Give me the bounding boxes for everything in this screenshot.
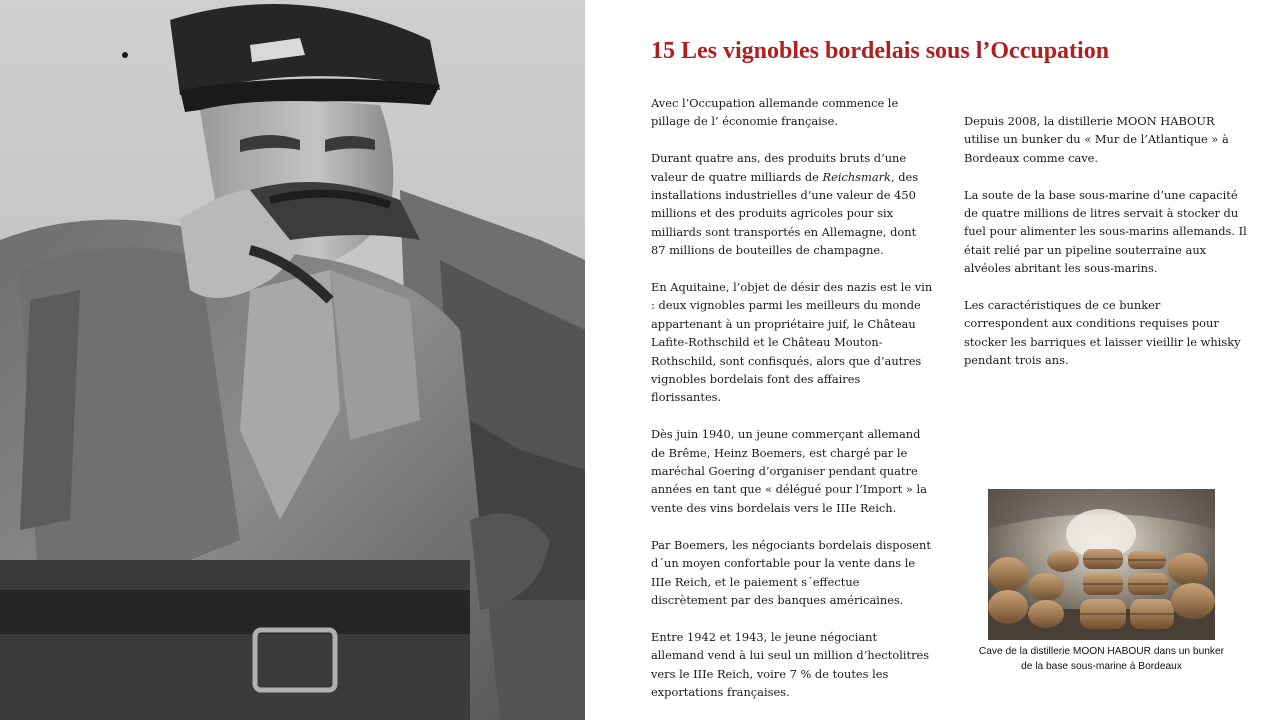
reichsmark-term: Reichsmark — [822, 169, 891, 184]
paragraph-moon-habour: Depuis 2008, la distillerie MOON HABOUR utilise un bunker du « Mur de l’Atlantique » à Bordeaux comme cave. — [964, 114, 1229, 165]
paragraph-bunker-whisky: Les caractéristiques de ce bunker correspondent aux conditions requises pour stocker les barriques et laisser vieillir le whisky pendant trois ans. — [964, 298, 1241, 368]
right-text-column — [964, 112, 1248, 370]
paragraph-aquitaine-wine: En Aquitaine, l’objet de désir des nazis est le vin : deux vignobles parmi les meilleurs du monde appartenant à un propriétaire juif, le Château Lafite-Rothschild et le Château Mouton-Rothschild, sont confisqués, alors que d’autres vignobles bordelais font des affaires florissantes. — [651, 280, 933, 405]
officer-photo — [0, 0, 585, 720]
p2-before: Durant quatre ans, des produits bruts d’une valeur de quatre milliards de — [651, 151, 907, 184]
p2-after: , des installations industrielles d’une valeur de 450 millions et des produits agricoles pour six milliards sont transportés en Allemagne, dont 87 millions de bouteilles de champagne. — [651, 169, 919, 258]
paragraph-exports-1942-1943: Entre 1942 et 1943, le jeune négociant allemand vend à lui seul un million d’hectolitres vers le IIIe Reich, voire 7 % de toutes les exportations françaises. — [651, 629, 930, 699]
paragraph-bordeaux-merchants: Par Boemers, les négociants bordelais disposent d´un moyen confortable pour la vente dans le IIIe Reich, et le paiement s´effectue discrètement par des banques américaines. — [651, 537, 931, 607]
slide-title: 15 Les vignobles bordelais sous l’Occupation — [651, 38, 1110, 64]
cave-image-caption: Cave de la distillerie MOON HABOUR dans un bunker de la base sous-marine à Bordeaux — [978, 646, 1225, 672]
paragraph-submarine-base: La soute de la base sous-marine d’une capacité de quatre millions de litres servait à stocker du fuel pour alimenter les sous-marins allemands. Il était relié par un pipeline souterraine aux alvéoles abritant les sous-marins. — [964, 187, 1247, 276]
paragraph-heinz-boemers: Dès juin 1940, un jeune commerçant allemand de Brême, Heinz Boemers, est chargé par le maréchal Goering d’organiser pendant quatre années en tant que « délégué pour l’Import » la vente des vins bordelais vers le IIIe Reich. — [651, 427, 927, 515]
cave-barrels-photo — [988, 489, 1215, 640]
left-text-column — [651, 94, 933, 701]
paragraph-occupation-pillage: Avec l’Occupation allemande commence le pillage de l’ économie française. — [651, 96, 899, 129]
paragraph-transported-goods — [651, 149, 933, 259]
